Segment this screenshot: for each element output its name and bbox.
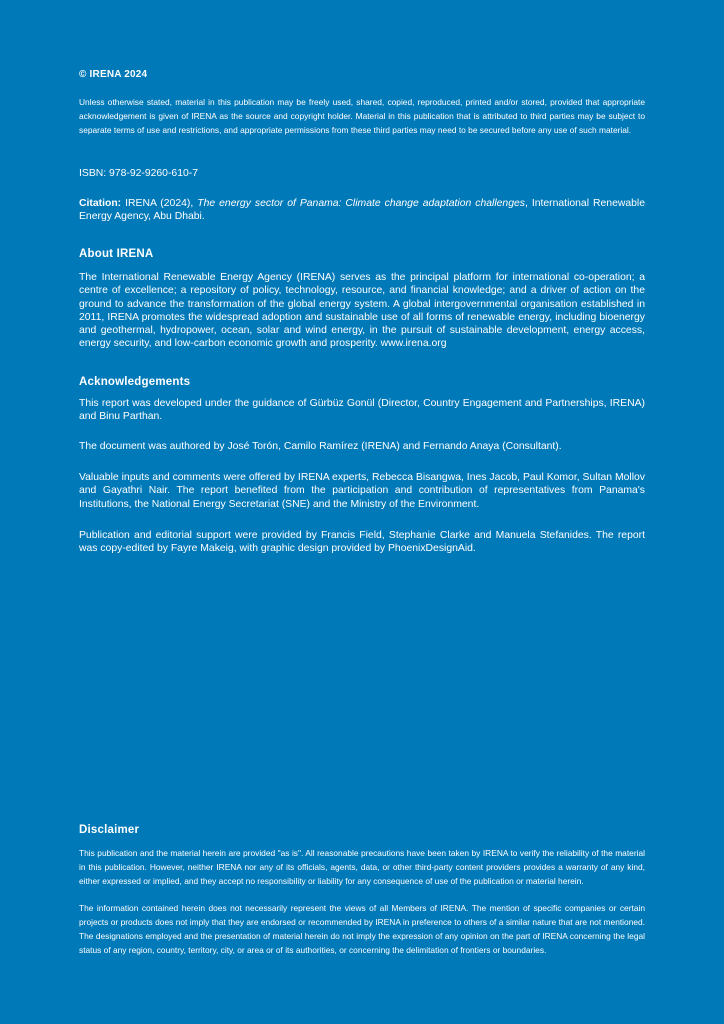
acknowledgements-paragraph-guidance: This report was developed under the guidance of Gürbüz Gonül (Director, Country Engagement and Partnerships, IRENA) and Binu Parthan. (79, 398, 645, 423)
license-paragraph: Unless otherwise stated, material in this publication may be freely used, shared, copied, reproduced, printed and/or stored, provided that appropriate acknowledgement is given of IRENA as the source and copyright holder. Material in this publication that is attributed to third parties may be subject to separate terms of use and restrictions, and appropriate permissions from these third parties may need to be secured before any use of such material. (79, 97, 645, 135)
about-heading: About IRENA (79, 248, 154, 260)
citation-label: Citation: (79, 198, 122, 209)
acknowledgements-paragraph-authors: The document was authored by José Torón, Camilo Ramírez (IRENA) and Fernando Anaya (Consultant). (79, 441, 562, 452)
about-paragraph: The International Renewable Energy Agency (IRENA) serves as the principal platform for international co-operation; a centre of excellence; a repository of policy, technology, resource, and financial knowledge; and a driver of action on the ground to advance the transformation of the global energy system. A global intergovernmental organisation established in 2011, IRENA promotes the widespread adoption and sustainable use of all forms of renewable energy, including bioenergy and geothermal, hydropower, ocean, solar and wind energy, in the pursuit of sustainable development, energy access, energy security, and low-carbon economic growth and prosperity. www.irena.org (79, 272, 645, 350)
citation-suffix: , International Renewable Energy Agency, Abu Dhabi. (79, 198, 646, 223)
citation-prefix: IRENA (2024), (121, 198, 198, 209)
disclaimer-paragraph-2: The information contained herein does not necessarily represent the views of all Members of IRENA. The mention of specific companies or certain projects or products does not imply that they are endorsed or recommended by IRENA in preference to others of a similar nature that are not mentioned. The designations employed and the presentation of material herein do not imply the expression of any opinion on the part of IRENA concerning the legal status of any region, country, territory, city, or area or of its authorities, or concerning the delimitation of frontiers or boundaries. (79, 903, 645, 955)
isbn-line: ISBN: 978-92-9260-610-7 (79, 168, 198, 179)
copyright-notice: © IRENA 2024 (79, 69, 148, 80)
citation-title: The energy sector of Panama: Climate change adaptation challenges (197, 198, 525, 209)
acknowledgements-heading: Acknowledgements (79, 376, 191, 388)
disclaimer-paragraph-1: This publication and the material herein are provided "as is". All reasonable precautions have been taken by IRENA to verify the reliability of the material in this publication. However, neither IRENA nor any of its officials, agents, data, or other third-party content providers provides a warranty of any kind, either expressed or implied, and they accept no responsibility or liability for any consequence of use of the publication or material herein. (79, 848, 645, 886)
disclaimer-heading: Disclaimer (79, 824, 140, 836)
acknowledgements-paragraph-publication: Publication and editorial support were provided by Francis Field, Stephanie Clarke and Manuela Stefanides. The report was copy-edited by Fayre Makeig, with graphic design provided by PhoenixDesignAid. (79, 530, 645, 555)
acknowledgements-paragraph-inputs: Valuable inputs and comments were offered by IRENA experts, Rebecca Bisangwa, Ines Jacob, Paul Komor, Sultan Mollov and Gayathri Nair. The report benefited from the participation and contribution of representatives from Panama's Institutions, the National Energy Secretariat (SNE) and the Ministry of the Environment. (79, 472, 645, 510)
citation-paragraph (79, 197, 645, 224)
document-page (79, 0, 645, 1024)
